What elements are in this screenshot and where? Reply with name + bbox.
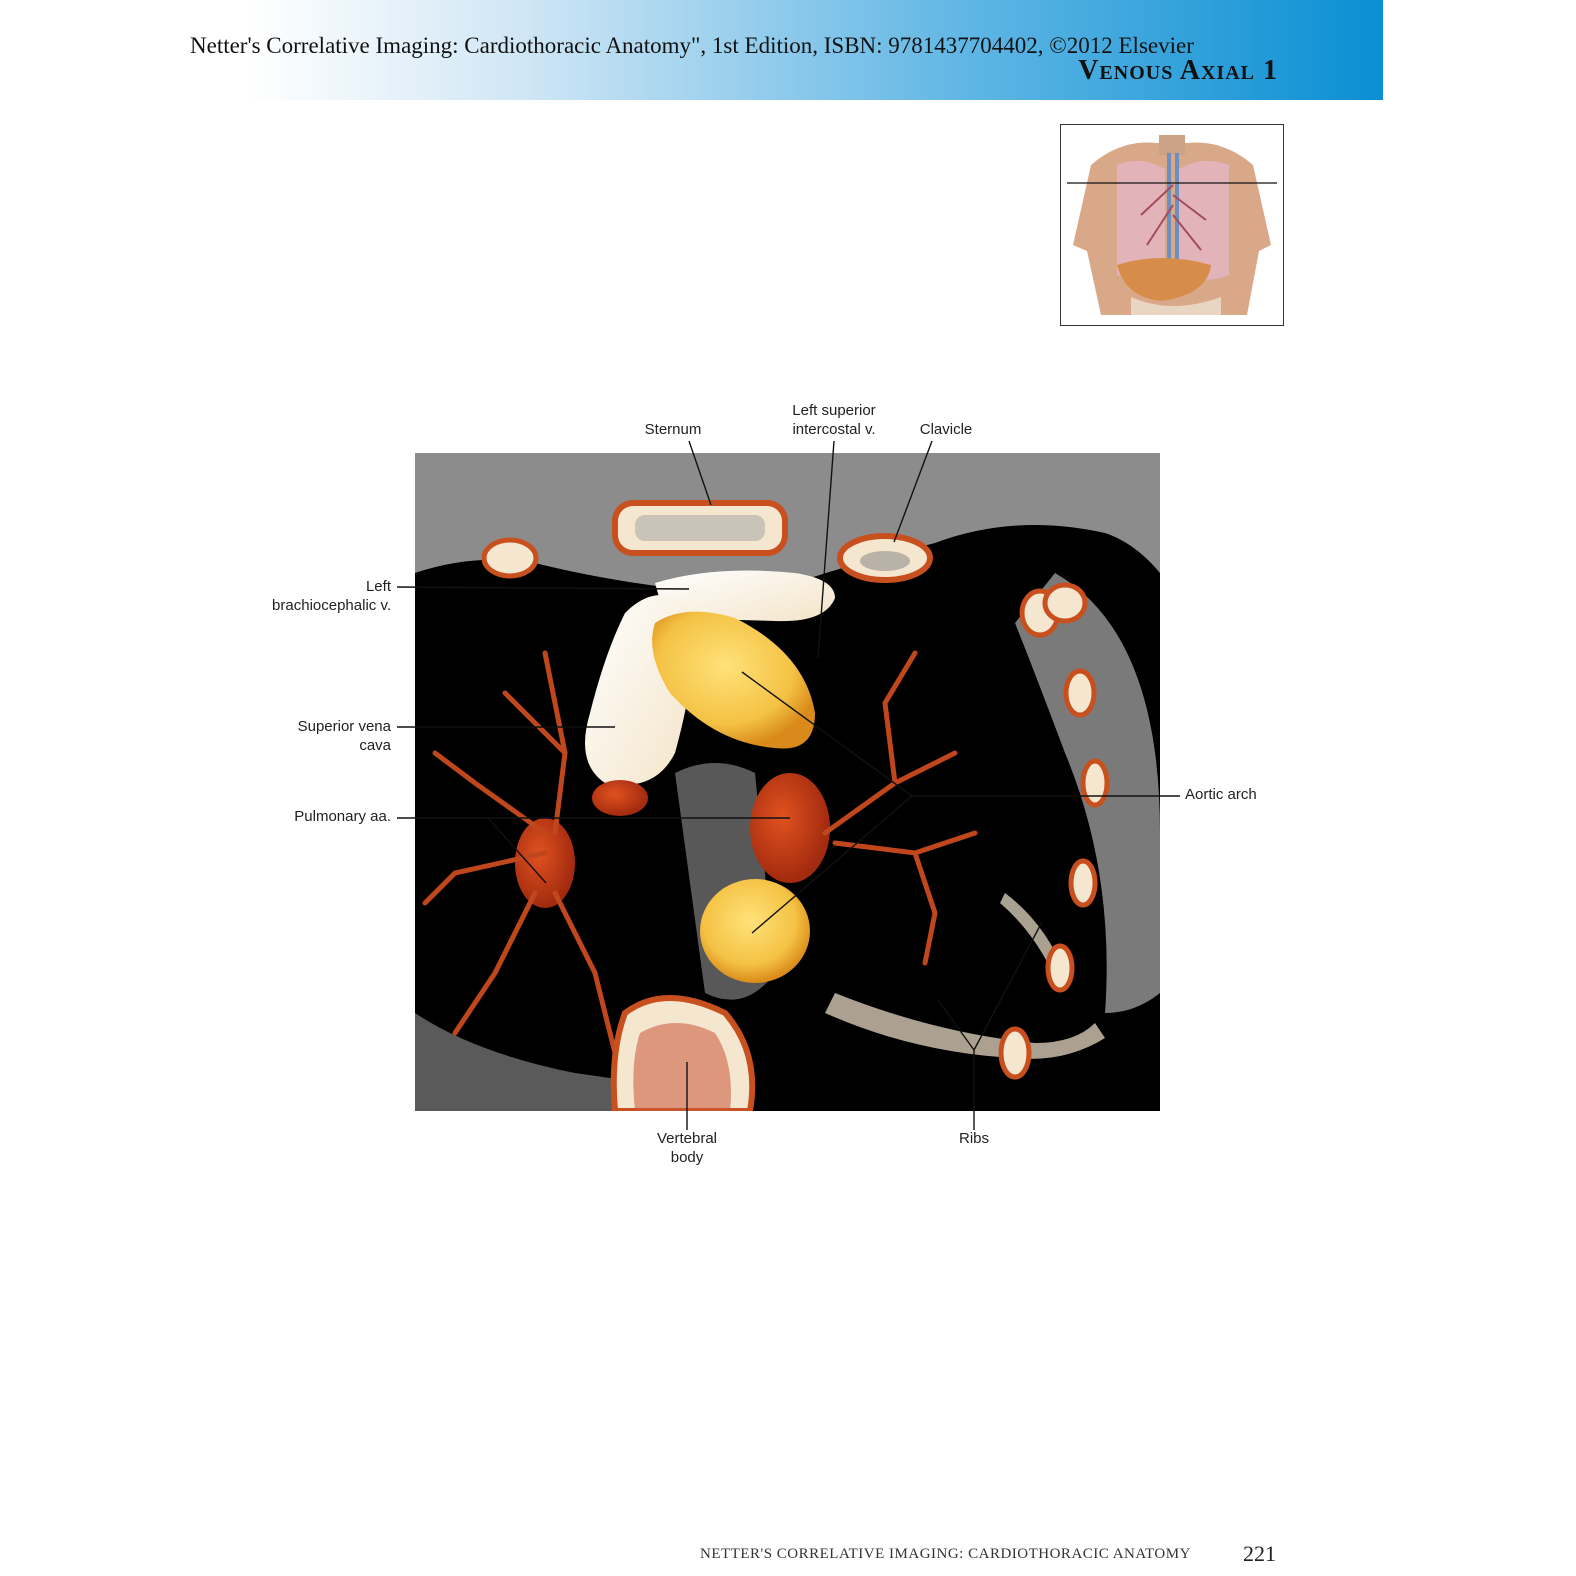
ct-volume-rendering [415,453,1160,1111]
page-number: 221 [1243,1541,1276,1566]
label-pulmonary-aa: Pulmonary aa. [294,808,391,825]
label-left-brachiocephalic-line2: brachiocephalic v. [272,597,391,614]
label-left-superior-intercostal-line1: Left superior [792,402,876,419]
label-clavicle: Clavicle [919,421,973,438]
label-sternum: Sternum [644,421,702,438]
label-left-superior-intercostal-line2: intercostal v. [792,421,876,438]
label-aortic-arch: Aortic arch [1185,786,1257,803]
label-vertebral-body-line1: Vertebral [656,1130,718,1147]
label-vertebral-body-line2: body [670,1149,704,1166]
torso-thumbnail [1060,124,1284,326]
label-left-brachiocephalic-line1: Left [365,578,391,595]
section-title: Venous Axial 1 [1078,55,1278,86]
label-svc-line1: Superior vena [297,718,391,735]
torso-illustration [1061,125,1283,325]
label-svc-line2: cava [359,737,391,754]
label-ribs: Ribs [958,1130,989,1147]
book-title: Netter's Correlative Imaging: Cardiothoracic Anatomy", 1st Edition, ISBN: 9781437704402, ©2012 Elsevier [190,33,1194,58]
running-footer: NETTER'S CORRELATIVE IMAGING: CARDIOTHORACIC ANATOMY [700,1546,1191,1562]
ct-image [415,453,1160,1111]
